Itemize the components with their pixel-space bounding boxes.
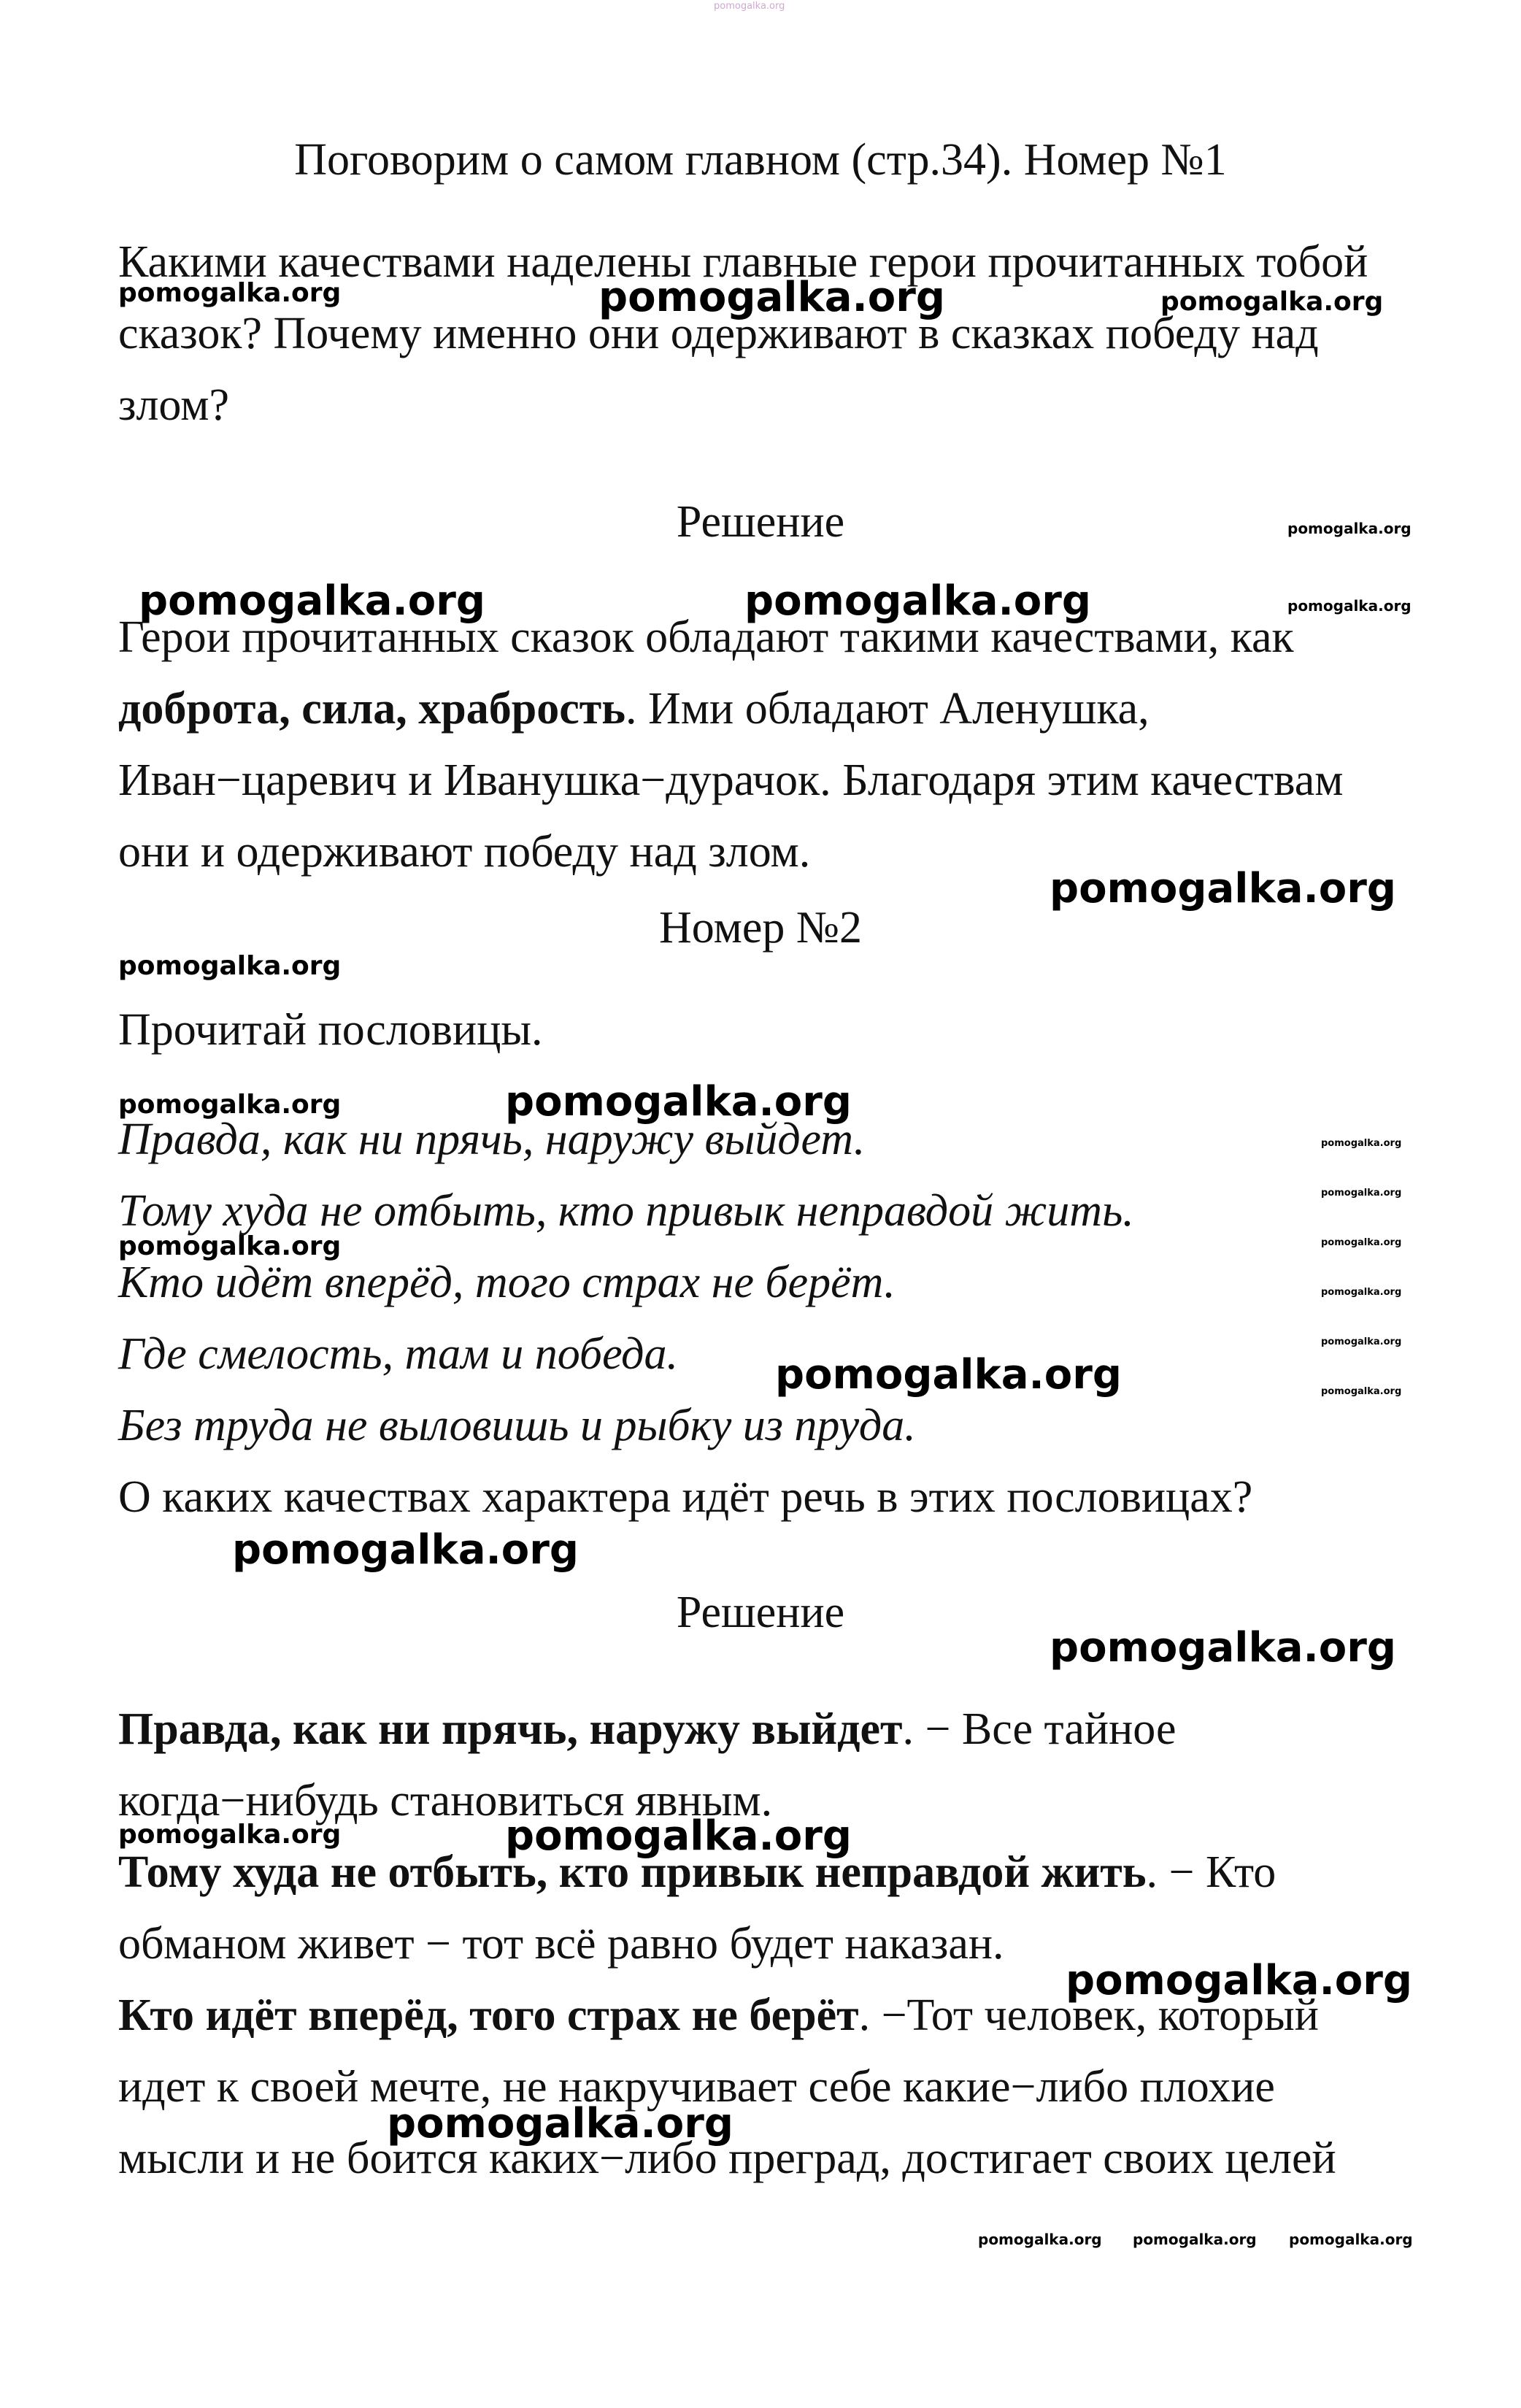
- page-title: Поговорим о самом главном (стр.34). Номер №1: [294, 135, 1227, 185]
- watermark: pomogalka.org: [1321, 1386, 1402, 1397]
- proverb: Кто идёт вперёд, того страх не берёт.: [118, 1258, 896, 1307]
- watermark: pomogalka.org: [1160, 287, 1384, 317]
- watermark: pomogalka.org: [744, 577, 1091, 625]
- answer-2-3: Кто идёт вперёд, того страх не берёт. −Тот человек, который идет к своей мечте, не накручивает себе какие−либо плохие мысли и не боится каких−либо преград, достигает своих целей: [118, 1990, 1336, 2183]
- watermark: pomogalka.org: [1321, 1287, 1402, 1298]
- watermark: pomogalka.org: [1133, 2231, 1257, 2248]
- watermark: pomogalka.org: [139, 577, 485, 625]
- answer-2-1: Правда, как ни прячь, наружу выйдет. − Все тайное когда−нибудь становиться явным.: [118, 1704, 1177, 1826]
- answer-1: Герои прочитанных сказок обладают такими качествами, как доброта, сила, храбрость. Ими обладают Аленушка, Иван−царевич и Иванушка−дурачок. Благодаря этим качествам они и одерживают победу над злом.: [118, 612, 1344, 877]
- watermark: pomogalka.org: [118, 1090, 342, 1120]
- answer-2-2: Тому худа не отбыть, кто привык неправдой жить. − Кто обманом живет − тот всё равно будет наказан.: [118, 1847, 1277, 1969]
- watermark: pomogalka.org: [1287, 520, 1412, 537]
- question-2: О каких качествах характера идёт речь в этих пословицах?: [118, 1472, 1253, 1522]
- watermark: pomogalka.org: [1321, 1188, 1402, 1199]
- watermark: pomogalka.org: [1050, 1624, 1396, 1672]
- watermark: pomogalka.org: [775, 1351, 1122, 1399]
- watermark: pomogalka.org: [505, 1812, 852, 1860]
- watermark: pomogalka.org: [118, 951, 342, 981]
- proverb: Без труда не выловишь и рыбку из пруда.: [118, 1401, 916, 1450]
- watermark: pomogalka.org: [232, 1526, 579, 1574]
- watermark: pomogalka.org: [505, 1078, 852, 1126]
- watermark: pomogalka.org: [1066, 1957, 1412, 2004]
- watermark: pomogalka.org: [978, 2231, 1102, 2248]
- watermark: pomogalka.org: [1050, 865, 1396, 912]
- watermark: pomogalka.org: [598, 274, 945, 321]
- watermark: pomogalka.org: [1287, 597, 1412, 615]
- watermark: pomogalka.org: [118, 1820, 342, 1850]
- watermark: pomogalka.org: [1321, 1336, 1402, 1347]
- watermark: pomogalka.org: [118, 278, 342, 308]
- proverb: Тому худа не отбыть, кто привык неправдой жить.: [118, 1186, 1134, 1236]
- proverb: Где смелость, там и победа.: [118, 1329, 678, 1379]
- answer-1-qualities: доброта, сила, храбрость: [118, 684, 625, 734]
- watermark: pomogalka.org: [1321, 1138, 1402, 1149]
- watermark: pomogalka.org: [387, 2100, 733, 2147]
- solution-heading-2: Решение: [676, 1588, 845, 1637]
- solution-heading-1: Решение: [676, 497, 845, 547]
- watermark: pomogalka.org: [1321, 1237, 1402, 1248]
- question-1: Какими качествами наделены главные герои прочитанных тобой сказок? Почему именно они одерживают в сказках победу над злом?: [118, 237, 1368, 430]
- number-2-heading: Номер №2: [658, 903, 862, 953]
- prompt-read-proverbs: Прочитай пословицы.: [118, 1005, 543, 1055]
- watermark: pomogalka.org: [118, 1231, 342, 1261]
- proverb: Правда, как ни прячь, наружу выйдет.: [118, 1115, 866, 1164]
- watermark: pomogalka.org: [714, 1, 785, 12]
- watermark: pomogalka.org: [1289, 2231, 1413, 2248]
